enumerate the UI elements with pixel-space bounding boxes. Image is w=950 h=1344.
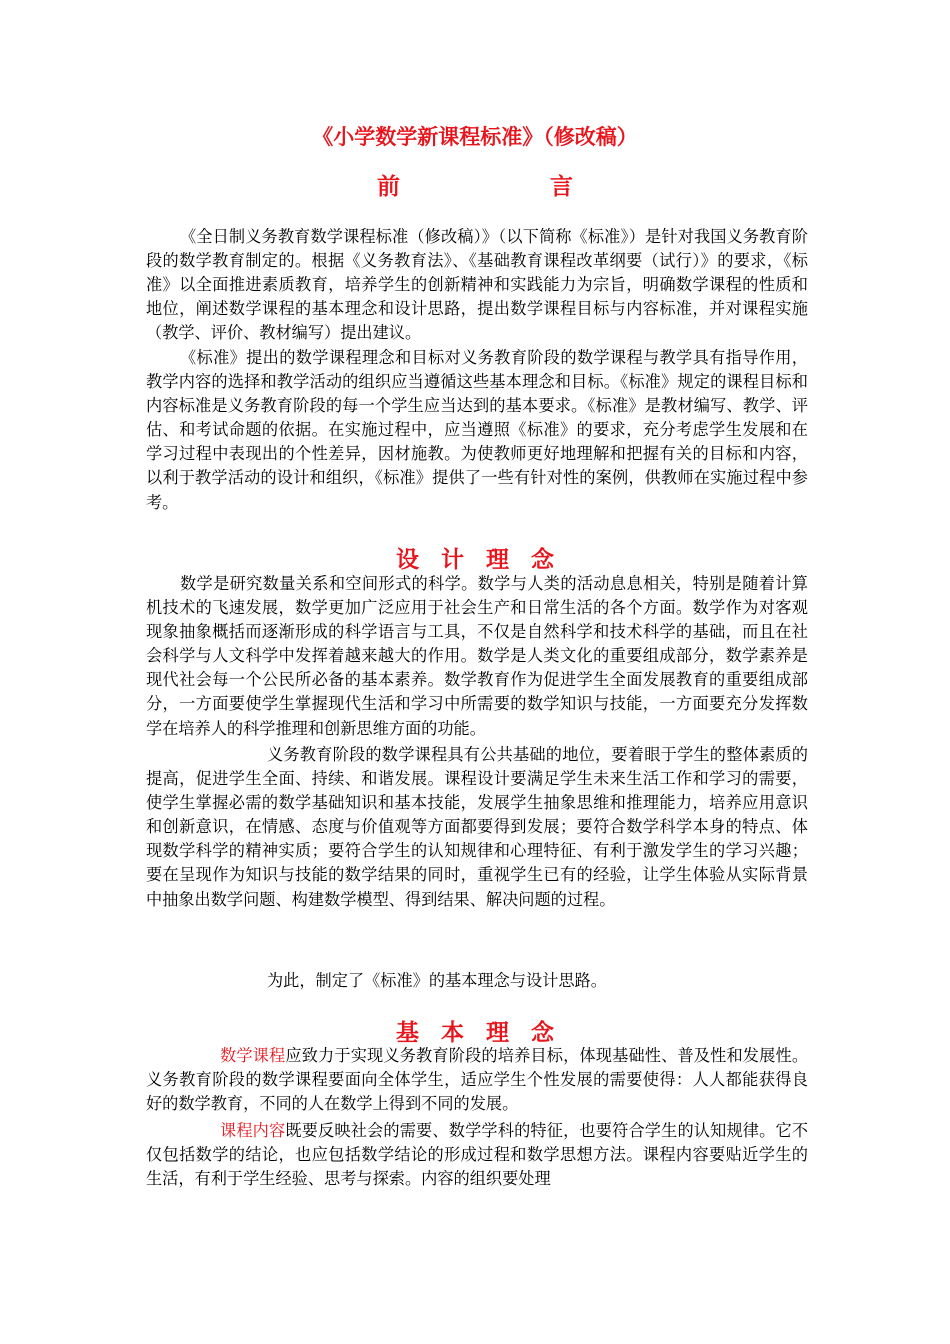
heading-char: 基 [396,1020,419,1046]
preface-paragraph-2: 《标准》提出的数学课程理念和目标对义务教育阶段的数学课程与教学具有指导作用，教学内容的选择和教学活动的组织应当遵循这些基本理念和目标。《标准》规定的课程目标和内容标准是义务教育阶段的每一个学生应当达到的基本要求。《标准》是教材编写、教学、评估、和考试命题的依据。在实施过程中，应当遵照《标准》的要求，充分考虑学生发展和在学习过程中表现出的个性差异，因材施教。为使教师更好地理解和把握有关的目标和内容，以利于教学活动的设计和组织，《标准》提供了一些有针对性的案例，供教师在实施过程中参考。 [146,348,808,512]
heading-char: 理 [486,1020,509,1046]
heading-char: 本 [441,1020,464,1046]
heading-char: 前 [377,174,400,200]
keyword-highlight: 数学课程 [220,1046,286,1065]
design-paragraph-2: 义务教育阶段的数学课程具有公共基础的地位，要着眼于学生的整体素质的提高，促进学生全面、持续、和谐发展。课程设计要满足学生未来生活工作和学习的需要，使学生掌握必需的数学基础知识和基本技能，发展学生抽象思维和推理能力，培养应用意识和创新意识，在情感、态度与价值观等方面都要得到发展；要符合数学科学本身的特点、体现数学科学的精神实质；要符合学生的认知规律和心理特征、有利于激发学生的学习兴趣；要在呈现作为知识与技能的数学结果的同时，重视学生已有的经验，让学生体验从实际背景中抽象出数学问题、构建数学模型、得到结果、解决问题的过程。 [146,745,808,909]
heading-char: 设 [396,547,419,573]
heading-char: 念 [531,1020,554,1046]
heading-char: 计 [441,547,464,573]
heading-char: 念 [531,547,554,573]
preface-paragraph-1: 《全日制义务教育数学课程标准（修改稿）》（以下简称《标准》）是针对我国义务教育阶段的数学教育制定的。根据《义务教育法》、《基础教育课程改革纲要（试行）》的要求，《标准》以全面推进素质教育，培养学生的创新精神和实践能力为宗旨，明确数学课程的性质和地位，阐述数学课程的基本理念和设计思路，提出数学课程目标与内容标准，并对课程实施（教学、评价、教材编写）提出建议。 [146,227,808,343]
heading-char: 言 [550,174,573,200]
design-paragraph-1: 数学是研究数量关系和空间形式的科学。数学与人类的活动息息相关，特别是随着计算机技术的飞速发展，数学更加广泛应用于社会生产和日常生活的各个方面。数学作为对客观现象抽象概括而逐渐形成的科学语言与工具，不仅是自然科学和技术科学的基础，而且在社会科学与人文科学中发挥着越来越大的作用。数学是人类文化的重要组成部分，数学素养是现代社会每一个公民所必备的基本素养。数学教育作为促进学生全面发展教育的重要组成部分，一方面要使学生掌握现代生活和学习中所需要的数学知识与技能，一方面要充分发挥数学在培养人的科学推理和创新思维方面的功能。 [146,574,808,738]
paragraph-text: 应致力于实现义务教育阶段的培养目标，体现基础性、普及性和发展性。义务教育阶段的数学课程要面向全体学生，适应学生个性发展的需要使得：人人都能获得良好的数学教育，不同的人在数学上得到不同的发展。 [146,1046,809,1114]
design-paragraph-3: 为此，制定了《标准》的基本理念与设计思路。 [267,971,607,990]
section-heading-design [0,545,950,575]
basic-paragraph-1 [146,1044,808,1116]
heading-char: 理 [486,547,509,573]
paragraph-text: 既要反映社会的需要、数学学科的特征，也要符合学生的认知规律。它不仅包括数学的结论，也应包括数学结论的形成过程和数学思想方法。课程内容要贴近学生的生活，有利于学生经验、思考与探索。内容的组织要处理 [146,1121,809,1189]
section-heading-preface [0,172,950,202]
keyword-highlight: 课程内容 [220,1121,286,1140]
document-title: 《小学数学新课程标准》（修改稿） [312,125,638,149]
basic-paragraph-2 [146,1119,808,1191]
